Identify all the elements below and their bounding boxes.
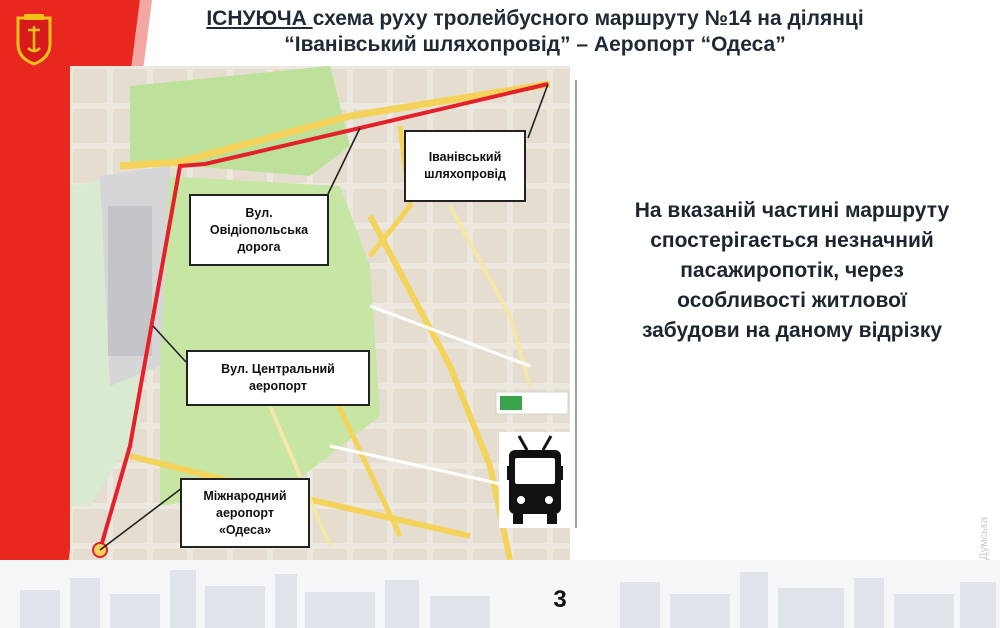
description-text: На вказаній частині маршруту спостерігається незначний пасажиропотік, через особливості житлової забудови на даному відрізку — [634, 199, 950, 342]
watermark: Думська — [978, 516, 990, 560]
title-line1: схема руху тролейбусного маршруту №14 на ділянці — [312, 7, 864, 30]
title-highlight: ІСНУЮЧА — [206, 7, 313, 30]
divider-line — [575, 80, 577, 528]
label-ovidiopolska-road: Вул. Овідіопольська дорога — [189, 194, 329, 266]
label-ivanivskyi-overpass: Іванівський шляхопровід — [404, 130, 526, 202]
label-odesa-airport: Міжнародний аеропорт «Одеса» — [180, 478, 310, 548]
title-line2: “Іванівський шляхопровід” – Аеропорт “Одеса” — [284, 33, 786, 56]
odesa-coat-of-arms-icon — [14, 14, 54, 66]
slide-title — [140, 6, 930, 58]
label-tsentralnyi-airport-street: Вул. Центральний аеропорт — [186, 350, 370, 406]
city-skyline-footer — [0, 560, 1000, 628]
trolleybus-icon — [499, 432, 571, 528]
page-number: 3 — [553, 586, 567, 613]
